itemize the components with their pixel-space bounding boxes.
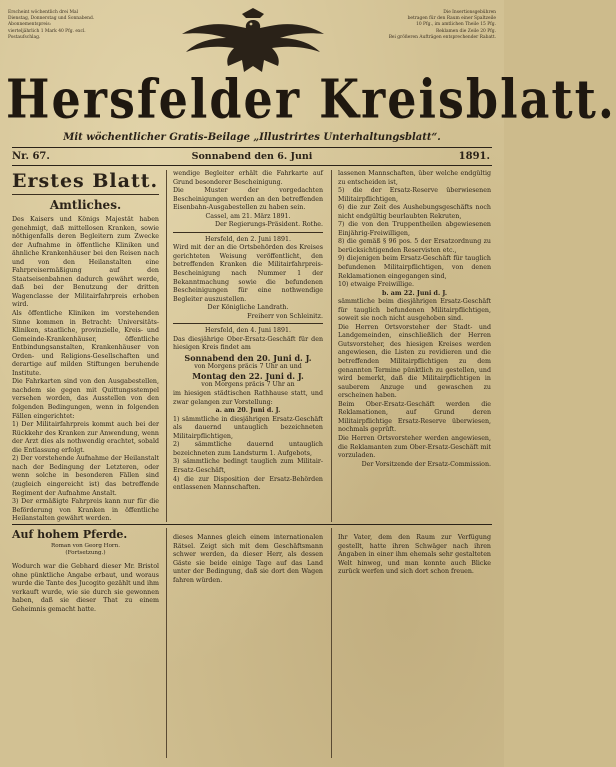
info-line: Reklamen die Zeile 20 Pfg. xyxy=(435,28,496,34)
story-text: Wodurch war die Gebhard dieser Mr. Bristol ohne pünktliche Angabe erbaut, und woraus wurde die Tante des Jucogito gezählt und ihm verkauft wurde, wie sie durch sie gewonnen haben, daß sie dieser That zu einem Geheimnis gemacht hatte. xyxy=(12,563,159,614)
list-item: 6) die zur Zeit des Aushebungsgeschäfts noch nicht endgültig beurlaubten Rekruten, xyxy=(338,204,491,220)
column-divider xyxy=(331,170,332,522)
article-paragraph: im hiesigen städtischen Rathhause statt, und zwar gelangen zur Vorstellung: xyxy=(173,390,323,406)
date-highlight: Sonnabend den 20. Juni d. J. xyxy=(184,352,312,363)
masthead-rule-top xyxy=(12,147,492,148)
article-paragraph: Die Muster der vorgedachten Bescheinigungen werden an den betreffenden Eisenbahn-Ausgabestellen zu haben sein. xyxy=(173,187,323,212)
article-paragraph: Des Kaisers und Königs Majestät haben genehmigt, daß mittellosen Kranken, sowie nöthigenfalls deren Begleitern zum Zwecke der Aufnahme in öffentliche Kliniken und ähnliche Krankenhäuser bei den Reisen nach und von den Heilanstalten eine Fahrpreisermäßigung auf den Staatseisenbahnen dadurch gewährt werde, daß bei der Benutzung der dritten Wagenclasse der Militairfahrpreis erhoben wird. xyxy=(12,216,159,309)
article-paragraph: Die Herren Ortsvorsteher werden angewiesen, die Reklamanten zum Ober-Ersatz-Geschäft mit vorzuladen. xyxy=(338,434,491,460)
signature: Der Regierungs-Präsident. Rothe. xyxy=(215,221,323,229)
eagle-emblem-icon xyxy=(178,6,328,76)
signature: Freiherr von Schleinitz. xyxy=(247,312,323,320)
story-column-2 xyxy=(173,528,323,758)
story-column-3 xyxy=(338,528,491,758)
article-paragraph: Beim Ober-Ersatz-Geschäft werden die Reklamationen, auf Grund deren Militairpflichtige Ersatz-Reserve überwiesen, nochmals geprüft. xyxy=(338,400,491,434)
list-item: 1) sämmtliche in diesjährigen Ersatz-Geschäft als dauernd untauglich bezeichneten Militairpflichtigen, xyxy=(173,415,323,440)
column-military xyxy=(338,170,491,522)
info-line: Dienstag, Donnerstag und Sonnabend. xyxy=(8,16,95,22)
article-paragraph: Als öffentliche Kliniken im vorstehenden Sinne kommen in Betracht: Universitäts-Kliniken, staatliche, provinzielle, Kreis- und Gemeinde-Krankenhäuser, öffentliche Entbindungsanstalten, Krankenhäuser von Orden- und Religions-Gesellschaften und derartige auf milden Stiftungen beruhende Institute. xyxy=(12,310,159,377)
signature: Der Vorsitzende der Ersatz-Commission. xyxy=(361,460,491,468)
list-item: 7) die von den Truppentheilen abgewiesenen Einjährig-Freiwilligen, xyxy=(338,221,491,237)
dateline: Cassel, am 21. März 1891. xyxy=(205,212,291,220)
article-paragraph: 3) Der ermäßigte Fahrpreis kann nur für die Beförderung von Kranken in öffentliche Heilanstalten gewährt werden. xyxy=(12,498,159,523)
column-divider xyxy=(166,528,167,758)
list-item: 10) etwaige Freiwillige. xyxy=(338,281,414,289)
time-line: von Morgens präcis 7 Uhr an xyxy=(201,381,295,389)
dateline: Hersfeld, den 4. Juni 1891. xyxy=(204,327,292,335)
issue-year: 1891. xyxy=(458,151,490,162)
article-paragraph: 2) Der vorstehende Aufnahme der Heilanstalt nach der Bedingung der Letzteren, oder wenn solche in besonderen Fällen sind (zugleich eingereicht ist) das betreffende Regiment der Aufnahme Anstalt. xyxy=(12,455,159,497)
story-text: Ihr Vater, dem den Raum zur Verfügung gestellt, hatte ihren Schwäger nach ihren Angaben in einer ihm ehemals sehr gestalteten Welt hinweg, und man konnte auch Blicke zurück werfen und sich dort schon freuen. xyxy=(338,534,491,576)
story-continuation: (Fortsetzung.) xyxy=(65,550,106,556)
article-paragraph: Die Fahrkarten sind von den Ausgabestellen, nachdem sie gegen mit Quittungsstempel versehen worden, das Ausstellen von den folgenden Bedingungen, wenn in folgenden Fällen eingerichtet: xyxy=(12,378,159,420)
info-line: Postaufschlag. xyxy=(8,34,41,40)
story-title: Auf hohem Pferde. xyxy=(12,528,128,541)
story-column-1 xyxy=(12,528,159,758)
time-line: von Morgens präcis 7 Uhr an und xyxy=(194,362,302,370)
newspaper-subtitle: Mit wöchentlicher Gratis-Beilage „Illustrirtes Unterhaltungsblatt“. xyxy=(63,132,441,143)
list-item: 3) sämmtliche bedingt tauglich zum Militair-Ersatz-Geschäft, xyxy=(173,458,323,474)
column-notices xyxy=(173,170,323,522)
subheading: b. am 22. Juni d. J. xyxy=(381,289,448,297)
info-line: vierteljährlich 1 Mark 40 Pfg. excl. xyxy=(8,28,86,34)
info-line: 10 Pfg., im amtlichen Theile 15 Pfg. xyxy=(416,22,496,28)
divider xyxy=(173,232,323,233)
list-item: 8) die gemäß § 96 pos. 5 der Ersatzordnung zu berücksichtigenden Reservisten etc., xyxy=(338,238,491,254)
dateline: Hersfeld, den 2. Juni 1891. xyxy=(204,235,292,243)
divider xyxy=(12,194,159,195)
article-paragraph: wendige Begleiter erhält die Fahrkarte auf Grund besonderer Bescheinigung. xyxy=(173,170,323,186)
feuilleton-rule xyxy=(12,524,492,525)
column-divider xyxy=(166,170,167,522)
date-highlight: Montag den 22. Juni d. J. xyxy=(192,371,304,382)
article-paragraph: Das diesjährige Ober-Ersatz-Geschäft für den hiesigen Kreis findet am xyxy=(173,335,323,352)
subscription-info xyxy=(8,10,148,41)
newspaper-title: Hersfelder Kreisblatt. xyxy=(6,67,616,131)
signature: Der Königliche Landrath. xyxy=(207,304,289,312)
article-paragraph: 1) Der Militairfahrpreis kommt auch bei der Rückkehr des Kranken zur Anwendung, wenn der Arzt dies als nothwendig erachtet, sobald die Entlassung erfolgt. xyxy=(12,421,159,454)
masthead-rule-bottom xyxy=(12,165,492,166)
story-text: dieses Mannes gleich einem internationalen Rätsel. Zeigt sich mit dem Geschäftsmann schwer werden, da dieser Herr, als dessen Gäste sie beide einige Tage auf das Land unter der Bedingung, daß sie dort den Wagen fahren würden. xyxy=(173,534,323,585)
list-item: 9) diejenigen beim Ersatz-Geschäft für tauglich befundenen Militairpflichtigen, von denen Reklamationen eingegangen sind, xyxy=(338,255,491,280)
issue-date: Sonnabend den 6. Juni xyxy=(191,151,313,162)
info-line: Die Insertionsgebühren xyxy=(443,10,496,15)
official-heading: Amtliches. xyxy=(49,198,122,212)
column-divider xyxy=(331,528,332,758)
issue-number: Nr. 67. xyxy=(12,151,50,162)
info-line: Abonnementspreis: xyxy=(8,22,52,28)
list-item: lassenen Mannschaften, über welche endgültig zu entscheiden ist, xyxy=(338,170,491,186)
list-item: 5) die der Ersatz-Reserve überwiesenen Militairpflichtigen, xyxy=(338,187,491,203)
info-line: betragen für den Raum einer Spaltzeile xyxy=(407,16,496,22)
divider xyxy=(173,323,323,324)
list-item: 4) die zur Disposition der Ersatz-Behörden entlassenen Mannschaften. xyxy=(173,475,323,492)
info-line: Erscheint wöchentlich drei Mal xyxy=(8,10,79,15)
article-paragraph: Wird mit der an die Ortsbehörden des Kreises gerichteten Weisung veröffentlicht, den betreffenden Kranken die Militairfahrpreis-Bescheinigung nach Nummer 1 der Bekanntmachung sowie die befundenen Bescheinigungen für eine nothwendige Begleiter auszustellen. xyxy=(173,244,323,303)
subheading: a. am 20. Juni d. J. xyxy=(215,407,281,415)
article-paragraph: sämmtliche beim diesjährigen Ersatz-Geschäft für tauglich befundenen Militairpflichtigen, soweit sie noch nicht ausgehoben sind. xyxy=(338,298,491,323)
advertising-rates xyxy=(356,10,496,41)
article-paragraph: Die Herren Ortsvorsteher der Stadt- und Landgemeinden, einschließlich der Herren Gutsvorsteher, des hiesigen Kreises werden angewiesen, die Listen zu revidieren und die betreffenden Militairpflichtigen zu dem genannten Termine pünktlich zu gestellen, und wird bemerkt, daß die Militairpflichtigen in sauberem Anzuge und gewaschen zu erscheinen haben. xyxy=(338,323,491,400)
info-line: Bei größeren Aufträgen entsprechender Rabatt. xyxy=(388,34,496,40)
section-heading: Erstes Blatt. xyxy=(12,170,159,192)
column-official xyxy=(12,170,159,522)
story-author: Roman von Georg Horn. xyxy=(51,543,120,549)
list-item: 2) sämmtliche dauernd untauglich bezeichneten zum Landsturm 1. Aufgebots, xyxy=(173,441,323,457)
